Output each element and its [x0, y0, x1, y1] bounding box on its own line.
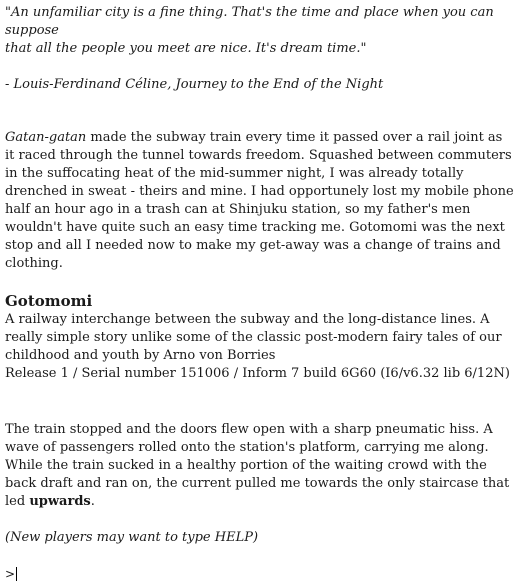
room-text: The train stopped and the doors flew open with a sharp pneumatic hiss. A wave of passengers rolled onto the station's platform, carrying me along. While the train sucked in a healthy portion of the waiting crowd with the back draft and ran on, the current pulled me towards the only staircase that led	[5, 422, 510, 509]
intro-emphasis: Gatan-gatan	[5, 130, 87, 145]
prompt-symbol: >	[5, 567, 16, 581]
epigraph-attribution: - Louis-Ferdinand Céline, Journey to the End of the Night	[5, 77, 384, 92]
epigraph-quote	[5, 4, 515, 58]
room-description	[5, 421, 515, 511]
help-hint: (New players may want to type HELP)	[5, 530, 259, 545]
intro-paragraph	[5, 129, 515, 273]
room-text-end: .	[90, 494, 95, 509]
release-info: Release 1 / Serial number 151006 / Inform 7 build 6G60 (I6/v6.32 lib 6/12N)	[5, 366, 510, 381]
command-input[interactable]	[18, 565, 498, 583]
epigraph-line: that all the people you meet are nice. It's dream time."	[5, 41, 367, 56]
room-bold-word: upwards	[29, 494, 91, 509]
game-headline: A railway interchange between the subway and the long-distance lines. A really simple story unlike some of the classic post-modern fairy tales of our childhood and youth by Arno von Borries	[5, 312, 502, 363]
story-transcript	[5, 4, 515, 583]
command-prompt-row[interactable]	[5, 565, 515, 583]
intro-text: made the subway train every time it passed over a rail joint as it raced through the tunnel towards freedom. Squashed between commuters in the suffocating heat of the mid-summer night, I was already totally drenched in sweat - theirs and mine. I had opportunely lost my mobile phone half an hour ago in a trash can at Shinjuku station, so my father's men wouldn't have quite such an easy time tracking me. Gotomomi was the next stop and all I needed now to make my get-away was a change of trains and clothing.	[5, 130, 514, 271]
game-title: Gotomomi	[5, 292, 93, 310]
epigraph-line: "An unfamiliar city is a fine thing. That's the time and place when you can suppose	[5, 5, 494, 38]
text-cursor	[16, 567, 17, 581]
